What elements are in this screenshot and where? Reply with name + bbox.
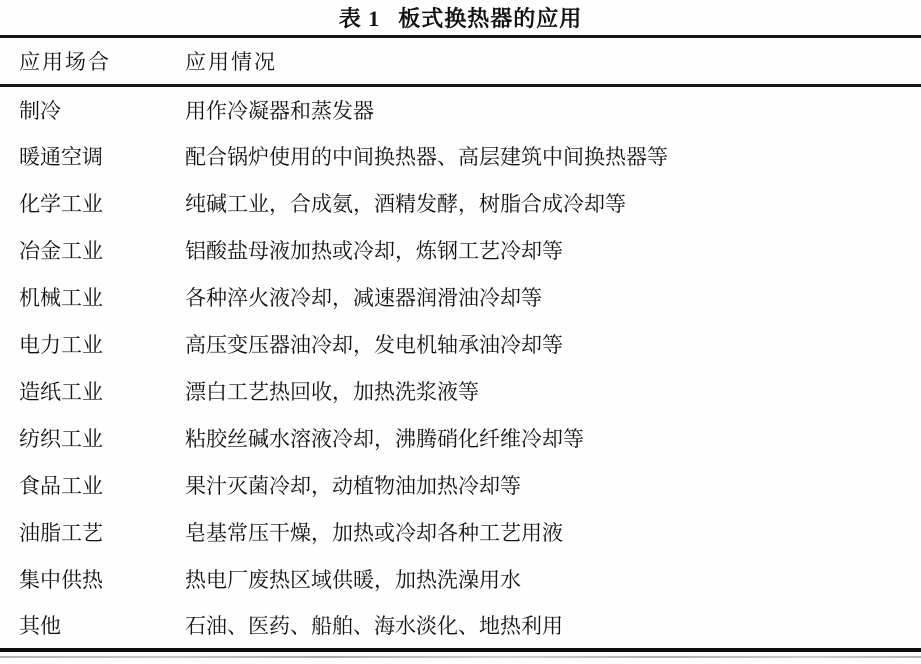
detail-cell: 铝酸盐母液加热或冷却，炼钢工艺冷却等 [185,239,563,263]
table-number: 表 1 [338,6,381,31]
field-cell: 其他 [19,614,61,638]
field-cell: 集中供热 [19,568,103,592]
field-cell: 纺织工业 [19,427,103,451]
table-title-text: 板式换热器的应用 [398,6,583,31]
field-cell: 机械工业 [19,286,103,310]
detail-cell: 纯碱工业，合成氨，酒精发酵，树脂合成冷却等 [185,192,626,216]
table-row [0,462,921,509]
bottom-rule-echo [0,656,921,658]
applications-table [0,35,921,652]
table-caption [0,0,921,35]
detail-cell: 果汁灭菌冷却，动植物油加热冷却等 [185,474,521,498]
table-row [0,274,921,321]
table-row [0,180,921,227]
table-row [0,603,921,650]
table-row [0,86,921,133]
field-cell: 食品工业 [19,474,103,498]
field-cell: 油脂工艺 [19,521,103,545]
detail-cell: 热电厂废热区域供暖，加热洗澡用水 [185,568,521,592]
header-application-field: 应用场合 [0,37,185,86]
header-row [0,37,921,86]
detail-cell: 用作冷凝器和蒸发器 [185,98,374,123]
table-row [0,227,921,274]
detail-cell: 粘胶丝碱水溶液冷却，沸腾硝化纤维冷却等 [185,427,584,451]
detail-cell: 皂基常压干燥，加热或冷却各种工艺用液 [185,521,563,545]
table-row [0,368,921,415]
header-application-detail: 应用情况 [185,37,921,86]
detail-cell: 石油、医药、船舶、海水淡化、地热利用 [185,614,563,638]
table-row [0,415,921,462]
detail-cell: 高压变压器油冷却，发电机轴承油冷却等 [185,333,563,357]
field-cell: 制冷 [19,98,61,123]
table-row [0,509,921,556]
field-cell: 电力工业 [19,333,103,357]
detail-cell: 配合锅炉使用的中间换热器、高层建筑中间换热器等 [185,145,668,169]
field-cell: 化学工业 [19,192,103,216]
detail-cell: 漂白工艺热回收，加热洗浆液等 [185,380,479,404]
field-cell: 造纸工业 [19,380,103,404]
field-cell: 冶金工业 [19,239,103,263]
table-row [0,321,921,368]
table-row [0,133,921,180]
field-cell: 暖通空调 [19,145,103,169]
detail-cell: 各种淬火液冷却，减速器润滑油冷却等 [185,286,542,310]
table-row [0,556,921,603]
